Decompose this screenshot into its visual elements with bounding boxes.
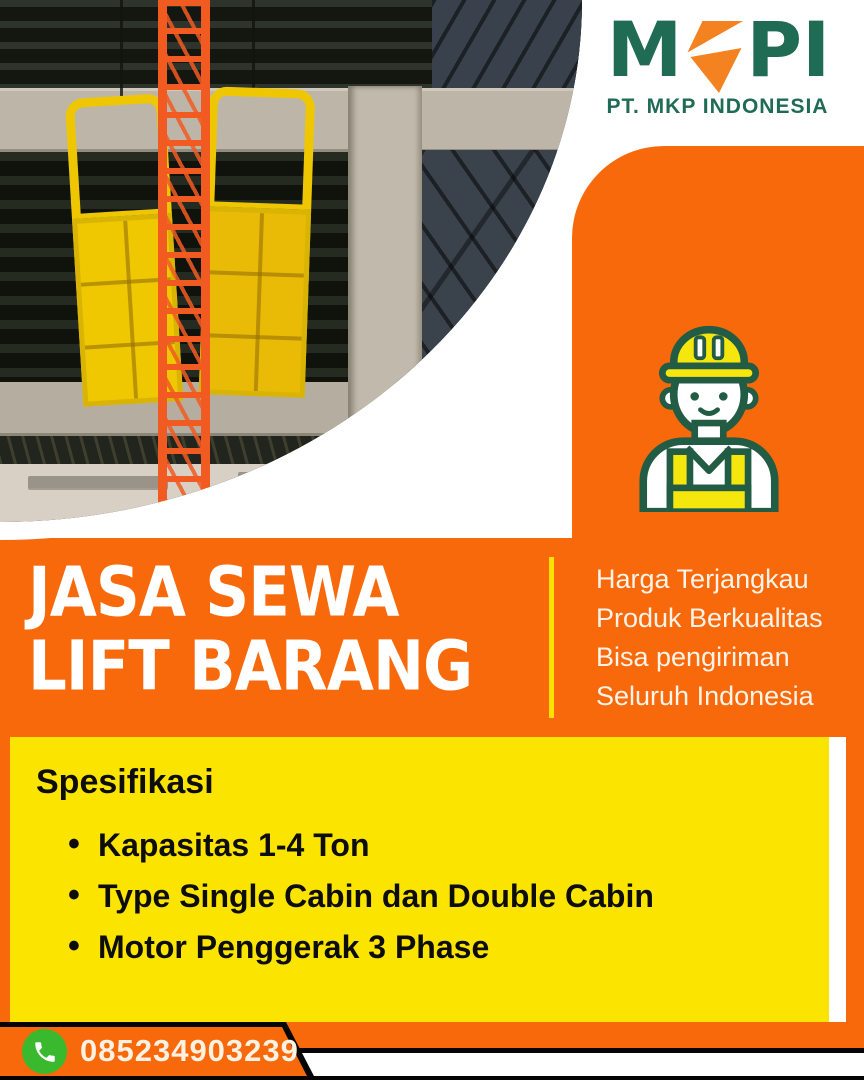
photo-frame: [0, 0, 600, 540]
spec-box: [10, 737, 829, 1022]
photo-concrete-column: [348, 86, 422, 522]
brand-logo: [575, 5, 860, 119]
phone-icon: [32, 1039, 58, 1065]
benefit-line: Harga Terjangkau: [596, 564, 809, 594]
cage-rail: [65, 93, 172, 219]
phone-number[interactable]: 085234903239: [80, 1033, 299, 1068]
spec-list: [68, 829, 654, 982]
benefits-list: [596, 560, 856, 716]
photo-wall-vent: [238, 472, 330, 484]
logo-k-icon: [682, 21, 744, 93]
title-line-1: JASA SEWA: [28, 552, 399, 633]
benefits-divider: [549, 557, 554, 718]
bottom-bar: [0, 1022, 864, 1080]
cage-box: [199, 206, 311, 398]
logo-letter-i: I: [802, 5, 829, 94]
spec-item: • Motor Penggerak 3 Phase: [68, 931, 654, 963]
spec-box-right-stripe: [829, 737, 846, 1022]
photo-hoist-mast: [158, 0, 210, 522]
photo-cable: [252, 0, 255, 92]
benefit-line: Seluruh Indonesia: [596, 681, 814, 711]
worker-icon: [628, 316, 790, 512]
benefit-line: Bisa pengiriman: [596, 642, 790, 672]
photo-wall-vent: [28, 476, 168, 488]
benefit-line: Produk Berkualitas: [596, 603, 823, 633]
spec-item: • Kapasitas 1-4 Ton: [68, 829, 654, 861]
main-title: [28, 552, 473, 706]
cage-rail: [205, 86, 315, 210]
photo-cable: [120, 0, 123, 100]
logo-letters: [575, 5, 860, 94]
spec-heading: Spesifikasi: [36, 763, 214, 801]
construction-lift-photo: [0, 0, 582, 522]
company-name: PT. MKP INDONESIA: [606, 95, 829, 118]
photo-lift-cage-right: [199, 86, 316, 398]
photo-glass-right: [420, 150, 582, 522]
photo-glass-top-right: [432, 0, 582, 90]
logo-letter-m: M: [606, 5, 681, 94]
logo-letter-p: P: [746, 5, 801, 94]
title-line-2: LIFT BARANG: [28, 626, 473, 706]
phone-icon-circle[interactable]: [22, 1029, 67, 1074]
spec-item: • Type Single Cabin dan Double Cabin: [68, 880, 654, 912]
